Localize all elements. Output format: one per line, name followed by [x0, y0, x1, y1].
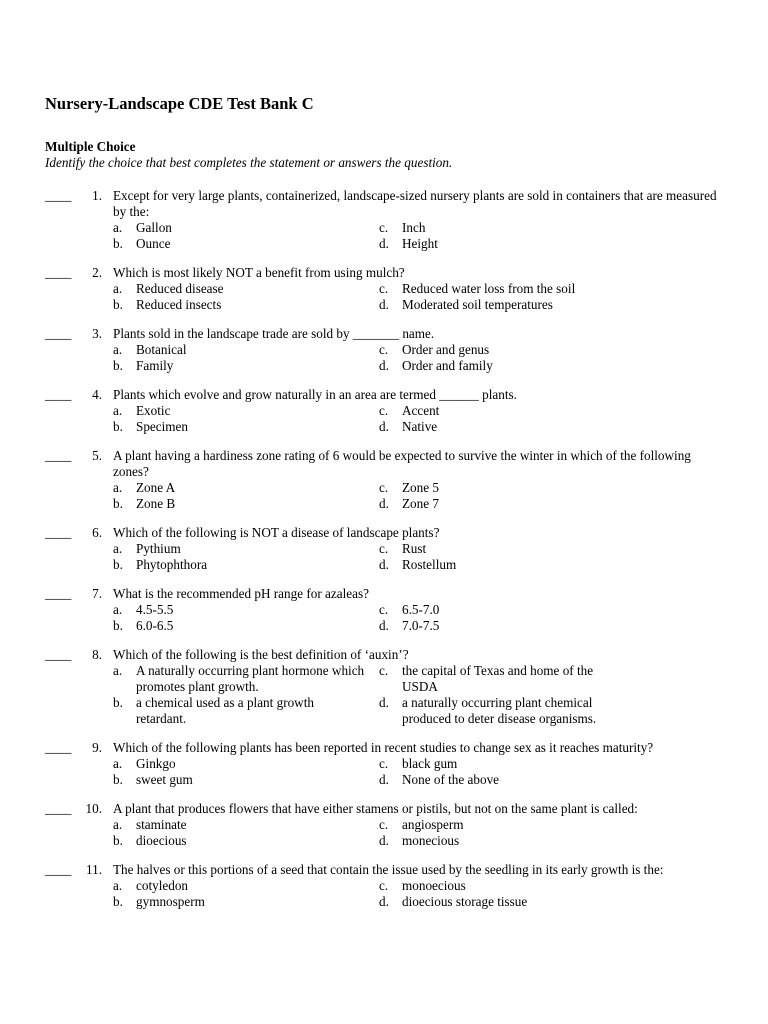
question-stem: Which of the following plants has been reported in recent studies to change sex as it reaches maturity?	[113, 740, 654, 755]
answer-blank[interactable]: ____	[45, 448, 72, 463]
choice-letter: c.	[379, 480, 389, 495]
choice-d	[379, 618, 709, 634]
question-item	[0, 188, 768, 252]
choice-letter: b.	[113, 297, 123, 312]
choice-text: Zone B	[136, 496, 176, 511]
choice-d	[379, 557, 709, 573]
choice-b	[113, 618, 379, 634]
choice-d	[379, 419, 709, 435]
choice-b	[113, 695, 379, 727]
choice-c	[379, 602, 709, 618]
choice-text: Specimen	[136, 419, 189, 434]
choice-text: Accent	[402, 403, 440, 418]
choice-d	[379, 695, 709, 727]
choice-letter: d.	[379, 833, 389, 848]
choice-text: a naturally occurring plant chemical produced to deter disease organisms.	[402, 695, 597, 726]
question-item	[0, 265, 768, 313]
choice-text: Botanical	[136, 342, 187, 357]
choice-text: 6.5-7.0	[402, 602, 440, 617]
choice-a	[113, 817, 379, 833]
answer-blank[interactable]: ____	[45, 387, 72, 402]
choice-text: Order and family	[402, 358, 493, 373]
choice-a	[113, 602, 379, 618]
choice-text: Phytophthora	[136, 557, 208, 572]
choice-text: monecious	[402, 833, 460, 848]
question-stem: Which is most likely NOT a benefit from using mulch?	[113, 265, 405, 280]
choice-letter: d.	[379, 496, 389, 511]
answer-blank[interactable]: ____	[45, 525, 72, 540]
choice-a	[113, 403, 379, 419]
choice-text: 6.0-6.5	[136, 618, 174, 633]
choice-text: black gum	[402, 756, 458, 771]
question-stem: The halves or this portions of a seed that contain the issue used by the seedling in its early growth is the:	[113, 862, 664, 877]
choice-letter: c.	[379, 342, 389, 357]
choice-a	[113, 663, 379, 695]
choice-b	[113, 894, 379, 910]
choice-letter: a.	[113, 403, 123, 418]
choice-c	[379, 480, 709, 496]
answer-blank[interactable]: ____	[45, 188, 72, 203]
choice-d	[379, 236, 709, 252]
choice-b	[113, 358, 379, 374]
choice-list	[113, 220, 768, 252]
choice-c	[379, 756, 709, 772]
choice-a	[113, 878, 379, 894]
choice-text: Order and genus	[402, 342, 490, 357]
answer-blank[interactable]: ____	[45, 586, 72, 601]
choice-text: Native	[402, 419, 438, 434]
question-item	[0, 326, 768, 374]
choice-text: Rostellum	[402, 557, 457, 572]
choice-letter: a.	[113, 480, 123, 495]
answer-blank[interactable]: ____	[45, 740, 72, 755]
choice-letter: c.	[379, 878, 389, 893]
choice-list	[113, 541, 768, 573]
choice-text: gymnosperm	[136, 894, 205, 909]
choice-text: 4.5-5.5	[136, 602, 174, 617]
question-item	[0, 448, 768, 512]
answer-blank[interactable]: ____	[45, 326, 72, 341]
question-number: 11.	[86, 862, 102, 877]
choice-c	[379, 663, 709, 695]
choice-c	[379, 817, 709, 833]
section-title: Multiple Choice	[45, 139, 136, 154]
choice-letter: c.	[379, 220, 389, 235]
choice-text: dioecious storage tissue	[402, 894, 528, 909]
choice-letter: b.	[113, 695, 123, 710]
choice-letter: c.	[379, 663, 389, 678]
question-list	[0, 188, 768, 923]
choice-letter: c.	[379, 756, 389, 771]
choice-letter: a.	[113, 817, 123, 832]
choice-letter: c.	[379, 403, 389, 418]
choice-text: Height	[402, 236, 438, 251]
question-item	[0, 801, 768, 849]
choice-text: a chemical used as a plant growth retardant.	[136, 695, 314, 726]
instructions: Identify the choice that best completes the statement or answers the question.	[45, 155, 453, 170]
choice-c	[379, 403, 709, 419]
answer-blank[interactable]: ____	[45, 647, 72, 662]
choice-b	[113, 833, 379, 849]
choice-text: sweet gum	[136, 772, 193, 787]
question-stem: Plants sold in the landscape trade are sold by _______ name.	[113, 326, 435, 341]
question-stem: Which of the following is the best definition of ‘auxin’?	[113, 647, 409, 662]
question-stem: What is the recommended pH range for azaleas?	[113, 586, 369, 601]
choice-text: None of the above	[402, 772, 500, 787]
question-stem: Which of the following is NOT a disease of landscape plants?	[113, 525, 440, 540]
question-number: 1.	[92, 188, 102, 203]
choice-letter: c.	[379, 602, 389, 617]
choice-text: Reduced water loss from the soil	[402, 281, 576, 296]
choice-letter: a.	[113, 602, 123, 617]
choice-b	[113, 297, 379, 313]
answer-blank[interactable]: ____	[45, 801, 72, 816]
choice-text: Gallon	[136, 220, 172, 235]
choice-b	[113, 236, 379, 252]
choice-c	[379, 281, 709, 297]
choice-text: Zone A	[136, 480, 176, 495]
choice-b	[113, 496, 379, 512]
choice-text: Ounce	[136, 236, 171, 251]
question-number: 3.	[92, 326, 102, 341]
choice-letter: b.	[113, 772, 123, 787]
choice-list	[113, 602, 768, 634]
choice-letter: a.	[113, 756, 123, 771]
choice-list	[113, 878, 768, 910]
choice-c	[379, 342, 709, 358]
choice-text: A naturally occurring plant hormone which promotes plant growth.	[136, 663, 365, 694]
choice-c	[379, 878, 709, 894]
choice-c	[379, 541, 709, 557]
choice-letter: b.	[113, 236, 123, 251]
choice-letter: d.	[379, 297, 389, 312]
choice-d	[379, 772, 709, 788]
choice-letter: b.	[113, 419, 123, 434]
question-number: 7.	[92, 586, 102, 601]
choice-letter: d.	[379, 894, 389, 909]
choice-letter: d.	[379, 557, 389, 572]
choice-letter: d.	[379, 618, 389, 633]
question-number: 5.	[92, 448, 102, 463]
choice-d	[379, 833, 709, 849]
choice-a	[113, 480, 379, 496]
choice-text: Exotic	[136, 403, 171, 418]
choice-b	[113, 772, 379, 788]
choice-d	[379, 894, 709, 910]
question-number: 8.	[92, 647, 102, 662]
choice-a	[113, 220, 379, 236]
choice-letter: b.	[113, 618, 123, 633]
question-item	[0, 862, 768, 910]
choice-text: Inch	[402, 220, 426, 235]
choice-list	[113, 480, 768, 512]
choice-b	[113, 557, 379, 573]
choice-b	[113, 419, 379, 435]
answer-blank[interactable]: ____	[45, 265, 72, 280]
choice-letter: a.	[113, 281, 123, 296]
choice-letter: d.	[379, 358, 389, 373]
choice-list	[113, 817, 768, 849]
choice-d	[379, 297, 709, 313]
choice-text: 7.0-7.5	[402, 618, 440, 633]
question-number: 10.	[85, 801, 102, 816]
choice-list	[113, 342, 768, 374]
choice-letter: a.	[113, 220, 123, 235]
choice-letter: a.	[113, 541, 123, 556]
choice-a	[113, 342, 379, 358]
choice-text: cotyledon	[136, 878, 189, 893]
answer-blank[interactable]: ____	[45, 862, 72, 877]
choice-letter: a.	[113, 878, 123, 893]
choice-text: Zone 7	[402, 496, 439, 511]
question-number: 9.	[92, 740, 102, 755]
question-stem: Plants which evolve and grow naturally in an area are termed ______ plants.	[113, 387, 517, 402]
question-item	[0, 647, 768, 727]
choice-list	[113, 281, 768, 313]
question-stem: A plant having a hardiness zone rating of 6 would be expected to survive the winter in which of the following zones?	[113, 448, 691, 479]
choice-a	[113, 541, 379, 557]
choice-text: monoecious	[402, 878, 466, 893]
choice-a	[113, 756, 379, 772]
choice-letter: d.	[379, 419, 389, 434]
question-item	[0, 740, 768, 788]
page-title: Nursery-Landscape CDE Test Bank C	[45, 94, 314, 113]
choice-text: Reduced disease	[136, 281, 224, 296]
choice-letter: a.	[113, 342, 123, 357]
question-item	[0, 525, 768, 573]
choice-letter: c.	[379, 541, 389, 556]
choice-list	[113, 663, 768, 727]
choice-text: the capital of Texas and home of the USDA	[402, 663, 594, 694]
question-number: 6.	[92, 525, 102, 540]
choice-text: Family	[136, 358, 174, 373]
choice-text: dioecious	[136, 833, 187, 848]
choice-text: Ginkgo	[136, 756, 176, 771]
choice-text: Zone 5	[402, 480, 439, 495]
choice-list	[113, 403, 768, 435]
choice-d	[379, 496, 709, 512]
choice-text: Rust	[402, 541, 427, 556]
choice-c	[379, 220, 709, 236]
choice-text: Reduced insects	[136, 297, 222, 312]
question-item	[0, 387, 768, 435]
choice-d	[379, 358, 709, 374]
choice-letter: b.	[113, 358, 123, 373]
choice-a	[113, 281, 379, 297]
choice-letter: d.	[379, 236, 389, 251]
choice-letter: c.	[379, 281, 389, 296]
question-number: 4.	[92, 387, 102, 402]
choice-text: Pythium	[136, 541, 181, 556]
question-item	[0, 586, 768, 634]
question-stem: A plant that produces flowers that have either stamens or pistils, but not on the same plant is called:	[113, 801, 638, 816]
choice-letter: d.	[379, 772, 389, 787]
question-number: 2.	[92, 265, 102, 280]
choice-letter: c.	[379, 817, 389, 832]
choice-list	[113, 756, 768, 788]
choice-letter: b.	[113, 557, 123, 572]
choice-text: Moderated soil temperatures	[402, 297, 553, 312]
question-stem: Except for very large plants, containerized, landscape-sized nursery plants are sold in containers that are measured by the:	[113, 188, 717, 219]
choice-text: staminate	[136, 817, 187, 832]
choice-letter: b.	[113, 894, 123, 909]
choice-text: angiosperm	[402, 817, 464, 832]
choice-letter: d.	[379, 695, 389, 710]
choice-letter: b.	[113, 496, 123, 511]
choice-letter: a.	[113, 663, 123, 678]
choice-letter: b.	[113, 833, 123, 848]
